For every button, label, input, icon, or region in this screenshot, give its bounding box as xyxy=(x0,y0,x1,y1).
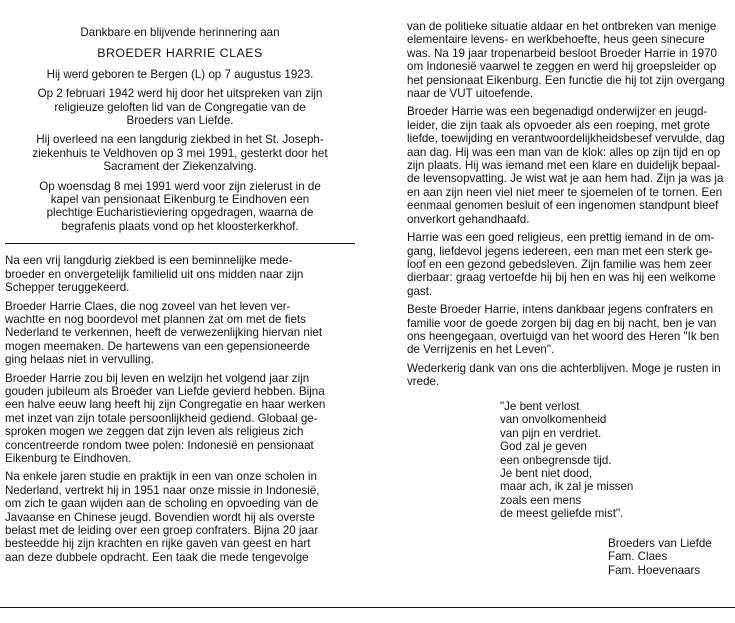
body-paragraph: Harrie was een goed religieus, een prettig iemand in de om- gang, liefdevol jegens iedereen, een man met een sterk ge- loof en een gezond gebedsleven. Zijn familie was hem zeer dierbaar: graag vertoefde hij bij hen en was hij een welkome gast. xyxy=(407,231,716,298)
deceased-name: BROEDER HARRIE CLAES xyxy=(97,46,263,61)
card-header xyxy=(5,26,355,233)
signer-line: Broeders van Liefde xyxy=(608,537,712,550)
signers-block xyxy=(608,537,733,577)
bottom-edge-line xyxy=(0,607,735,608)
body-paragraph: van de politieke situatie aldaar en het ontbreken van menige elementaire levens- en werkbehoefte, heus geen sinecure was. Na 19 jaar tropenarbeid besloot Broeder Harrie in 1970 om Indonesië vaarwel te zeggen en werd hij groepsleider op het pensionaat Eikenburg. Een functie die hij tot zijn overgang naar de VUT uitoefende. xyxy=(407,20,725,101)
body-paragraph: Na een vrij langdurig ziekbed is een beminnelijke mede- broeder en onvergetelijk familielid uit ons midden naar zijn Schepper teruggekeerd. xyxy=(5,254,304,295)
vows-paragraph: Op 2 februari 1942 werd hij door het uitspreken van zijn religieuze geloften lid van de Congregatie van de Broeders van Liefde. xyxy=(37,87,323,128)
body-paragraph: Na enkele jaren studie en praktijk in een van onze scholen in Nederland, vertrekt hij in 1951 naar onze missie in Indonesië, om zich te gaan wijden aan de scholing en opvoeding van de Javaanse en Chinese jeugd. Bovendien wordt hij als overste belast met de leiding over een groep confraters. Bijna 20 jaar besteedde hij zijn krachten en rijke gaven van geest en hart aan deze dubbele opdracht. Een taak die mede tengevolge xyxy=(5,470,320,564)
right-body xyxy=(407,20,731,389)
right-column xyxy=(407,20,731,394)
birth-paragraph: Hij werd geboren te Bergen (L) op 7 augustus 1923. xyxy=(46,67,314,81)
body-paragraph: Beste Broeder Harrie, intens dankbaar jegens confraters en familie voor de goede zorgen bij dag en bij nacht, ben je van ons heengegaan, overtuigd van het woord des Heren "Ik ben de Verrijzenis en het Leven". xyxy=(407,303,720,357)
signer-line: Fam. Claes xyxy=(608,550,668,564)
dedication-line: Dankbare en blijvende herinnering aan xyxy=(80,26,280,39)
body-paragraph: Broeder Harrie was een begenadigd onderwijzer en jeugd- leider, die zijn taak als opvoeder als een roeping, met grote liefde, toewijding en verantwoordelijkheidsbesef vervulde, dag aan dag. Hij was een man van de klok: alles op zijn tijd en op zijn plaats. Hij was iemand met een klare en duidelijk bepaal- de levensopvatting. Je wist wat je aan hem had. Zijn ja was ja en aan zijn neen viel niet meer te sjoemelen of te tornen. Een eenmaal genomen besluit of een ingenomen standpunt bleef onverkort gehandhaafd. xyxy=(407,105,725,226)
funeral-paragraph: Op woensdag 8 mei 1991 werd voor zijn zielerust in de kapel van pensionaat Eikenburg te Eindhoven een plechtige Eucharistieviering opgedragen, waarna de begrafenis plaats vond op het kloosterkerkhof. xyxy=(39,179,321,233)
header-divider xyxy=(5,243,355,244)
left-column xyxy=(5,20,355,569)
death-paragraph: Hij overleed na een langdurig ziekbed in het St. Joseph- ziekenhuis te Veldhoven op 3 mei 1991, gesterkt door het Sacrament der Ziekenzalving. xyxy=(32,133,328,174)
body-paragraph: Wederkerig dank van ons die achterblijven. Moge je rusten in vrede. xyxy=(407,361,721,389)
left-body xyxy=(5,254,355,564)
body-paragraph: Broeder Harrie zou bij leven en welzijn het volgend jaar zijn gouden jubileum als Broeder van Liefde gevierd hebben. Bijna een halve eeuw lang heeft hij zijn Congregatie en haar werken met inzet van zijn totale persoonlijkheid gediend. Globaal ge- sproken mogen we zeggen dat zijn leven als religieus zich concentreerde rondom twee polen: Indonesië en pensionaat Eikenburg te Eindhoven. xyxy=(5,371,326,465)
signer-line: Fam. Hoevenaars xyxy=(608,563,701,577)
memorial-poem: "Je bent verlost van onvolkomenheid van pijn en verdriet. God zal je geven een onbegrensde tijd. Je bent niet dood, maar ach, ik zal je missen zoals een mens de meest geliefde mist". xyxy=(500,400,634,521)
body-paragraph: Broeder Harrie Claes, die nog zoveel van het leven ver- wachtte en nog boordevol met plannen zat om met de fiets Nederland te verkennen, heeft de verwezenlijking hiervan niet mogen meemaken. De hartewens van een gepensioneerde ging helaas niet in vervulling. xyxy=(5,299,323,367)
